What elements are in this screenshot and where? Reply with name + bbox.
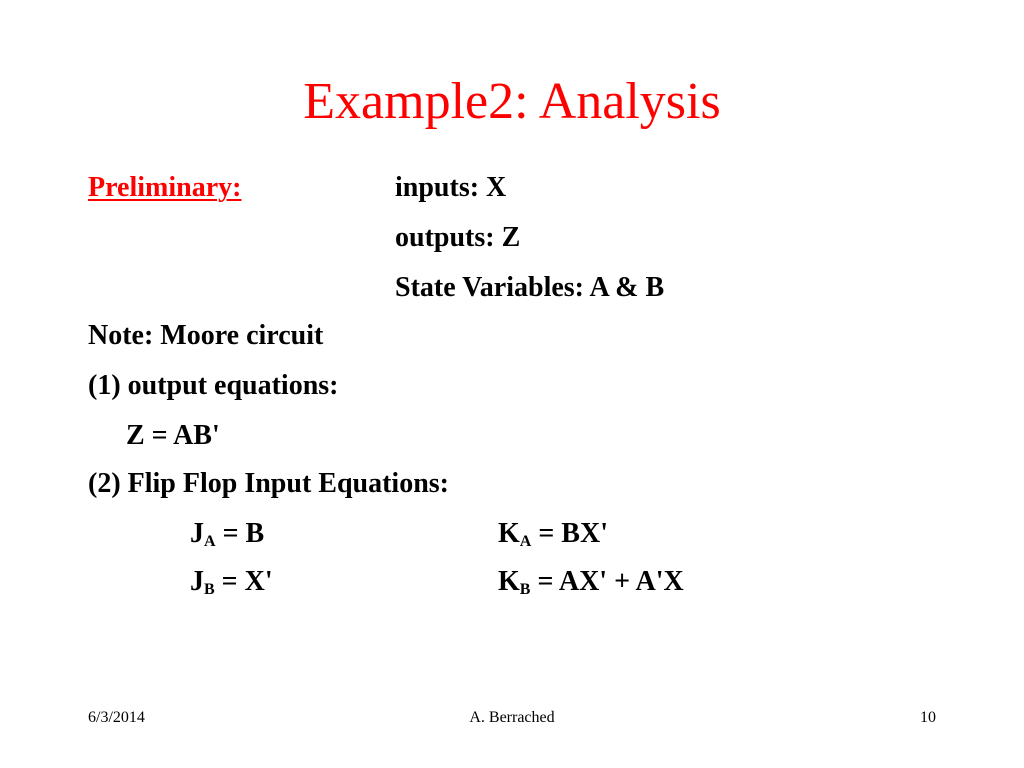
- ff-equations-heading: (2) Flip Flop Input Equations:: [88, 468, 449, 499]
- equation-jb-rhs: = X': [214, 566, 273, 597]
- footer-date: 6/3/2014: [88, 709, 145, 726]
- equation-ka-var: K: [498, 518, 520, 549]
- equation-ka-rhs: = BX': [531, 518, 608, 549]
- equation-ja-var: J: [190, 518, 204, 549]
- equation-ja-sub: A: [204, 533, 216, 550]
- footer-author: A. Berrached: [469, 709, 555, 726]
- outputs-line: outputs: Z: [395, 222, 521, 253]
- equation-kb-var: K: [498, 566, 520, 597]
- inputs-line: inputs: X: [395, 172, 507, 203]
- equation-ja-rhs: = B: [215, 518, 265, 549]
- equation-ka-sub: A: [519, 533, 532, 550]
- state-variables-line: State Variables: A & B: [395, 272, 665, 303]
- equation-jb-var: J: [190, 566, 204, 597]
- note-line: Note: Moore circuit: [88, 320, 324, 351]
- equation-kb-rhs: = AX' + A'X: [530, 566, 684, 597]
- equation-ka: [498, 518, 608, 550]
- footer-page-number: 10: [920, 709, 936, 726]
- output-equations-heading: (1) output equations:: [88, 370, 339, 401]
- equation-kb: [498, 566, 684, 598]
- equation-kb-sub: B: [519, 581, 531, 598]
- equation-jb: [190, 566, 273, 598]
- slide-title: Example2: Analysis: [303, 73, 721, 130]
- output-equation: Z = AB': [126, 420, 220, 451]
- equation-jb-sub: B: [204, 581, 215, 598]
- equation-ja: [190, 518, 264, 550]
- preliminary-label: Preliminary:: [88, 172, 242, 203]
